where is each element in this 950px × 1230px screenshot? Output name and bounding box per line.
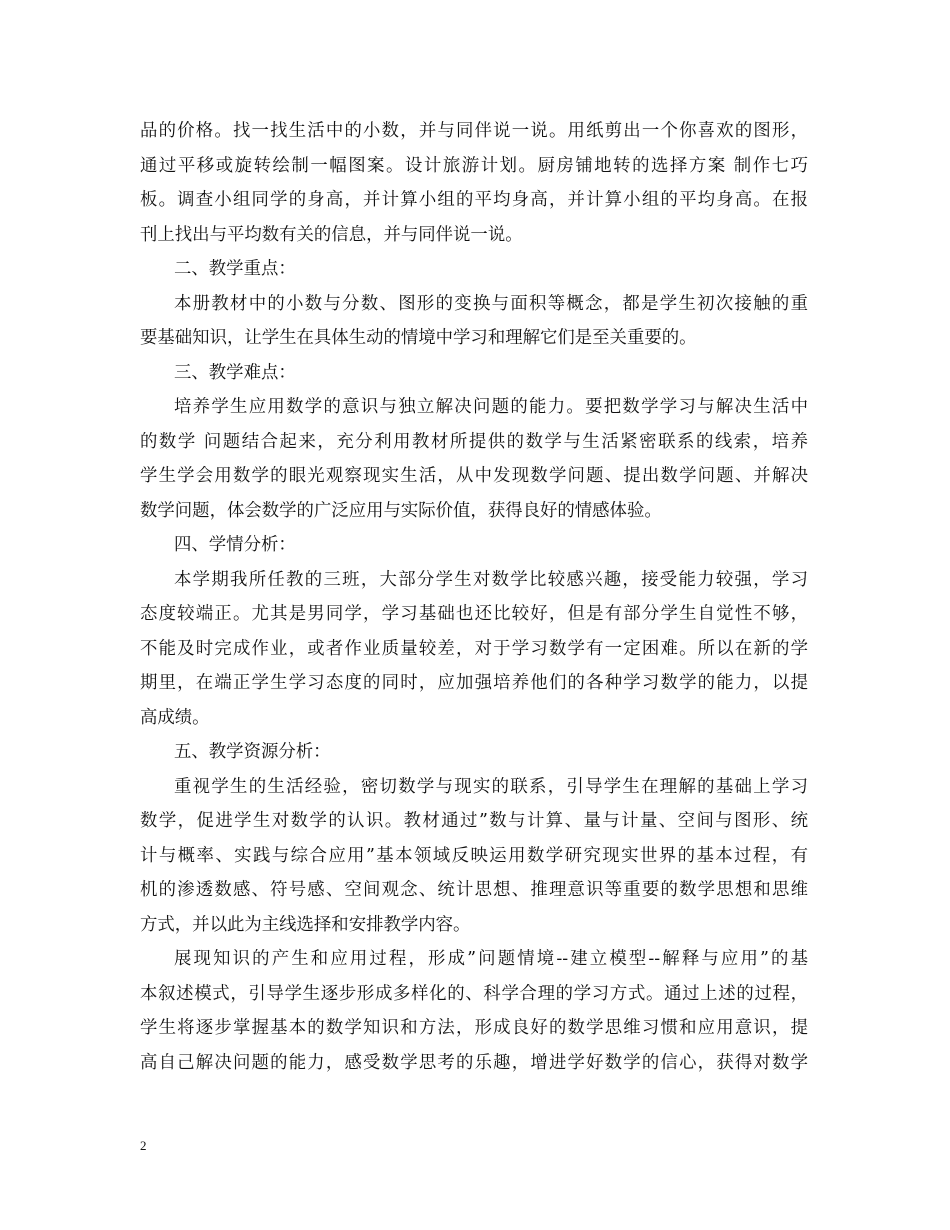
- text-line: 数学问题，体会数学的广泛应用与实际价值，获得良好的情感体验。: [140, 500, 662, 521]
- text-line: 机的渗透数感、符号感、空间观念、统计思想、推理意识等重要的数学思想和思维: [140, 880, 808, 900]
- page-number: 2: [140, 1138, 147, 1153]
- text-line: 展现知识的产生和应用过程，形成”问题情境--建立模型--解释与应用”的基: [174, 949, 808, 969]
- text-line: 要基础知识，让学生在具体生动的情境中学习和理解它们是至关重要的。: [140, 328, 697, 348]
- text-line: 不能及时完成作业，或者作业质量较差，对于学习数学有一定困难。所以在新的学: [140, 638, 808, 659]
- text-line: 四、学情分析：: [174, 535, 296, 555]
- text-line: 重视学生的生活经验，密切数学与现实的联系，引导学生在理解的基础上学习: [174, 776, 808, 797]
- text-line: 高成绩。: [140, 707, 210, 728]
- text-line: 高自己解决问题的能力，感受数学思考的乐趣，增进学好数学的信心，获得对数学: [140, 1052, 808, 1073]
- text-line: 学生将逐步掌握基本的数学知识和方法，形成良好的数学思维习惯和应用意识，提: [140, 1018, 808, 1038]
- text-line: 学生学会用数学的眼光观察现实生活，从中发现数学问题、提出数学问题、并解决: [140, 466, 808, 486]
- text-line: 计与概率、实践与综合应用”基本领域反映运用数学研究现实世界的基本过程，有: [140, 845, 808, 866]
- text-line: 本学期我所任教的三班，大部分学生对数学比较感兴趣，接受能力较强，学习: [174, 569, 808, 590]
- document-body: [140, 114, 808, 1080]
- text-line: 二、教学重点：: [174, 259, 296, 279]
- text-line: 五、教学资源分析：: [174, 742, 331, 762]
- text-line: 品的价格。找一找生活中的小数，并与同伴说一说。用纸剪出一个你喜欢的图形，: [140, 121, 808, 141]
- text-line: 培养学生应用数学的意识与独立解决问题的能力。要把数学学习与解决生活中: [174, 397, 808, 417]
- text-line: 期里，在端正学生学习态度的同时，应加强培养他们的各种学习数学的能力，以提: [140, 673, 808, 693]
- text-line: 本叙述模式，引导学生逐步形成多样化的、科学合理的学习方式。通过上述的过程，: [140, 983, 808, 1004]
- text-line: 的数学 问题结合起来，充分利用教材所提供的数学与生活紧密联系的线索，培养: [140, 431, 808, 452]
- text-line: 方式，并以此为主线选择和安排教学内容。: [140, 914, 471, 935]
- text-line: 态度较端正。尤其是男同学，学习基础也还比较好，但是有部分学生自觉性不够，: [140, 604, 808, 624]
- text-line: 刊上找出与平均数有关的信息，并与同伴说一说。: [140, 224, 523, 245]
- text-line: 通过平移或旋转绘制一幅图案。设计旅游计划。厨房铺地转的选择方案 制作七巧: [140, 155, 808, 176]
- text-line: 板。调查小组同学的身高，并计算小组的平均身高，并计算小组的平均身高。在报: [140, 190, 808, 210]
- text-line: 本册教材中的小数与分数、图形的变换与面积等概念，都是学生初次接触的重: [174, 293, 808, 314]
- text-line: 数学，促进学生对数学的认识。教材通过”数与计算、量与计量、空间与图形、统: [140, 811, 808, 831]
- text-line: 三、教学难点：: [174, 362, 296, 383]
